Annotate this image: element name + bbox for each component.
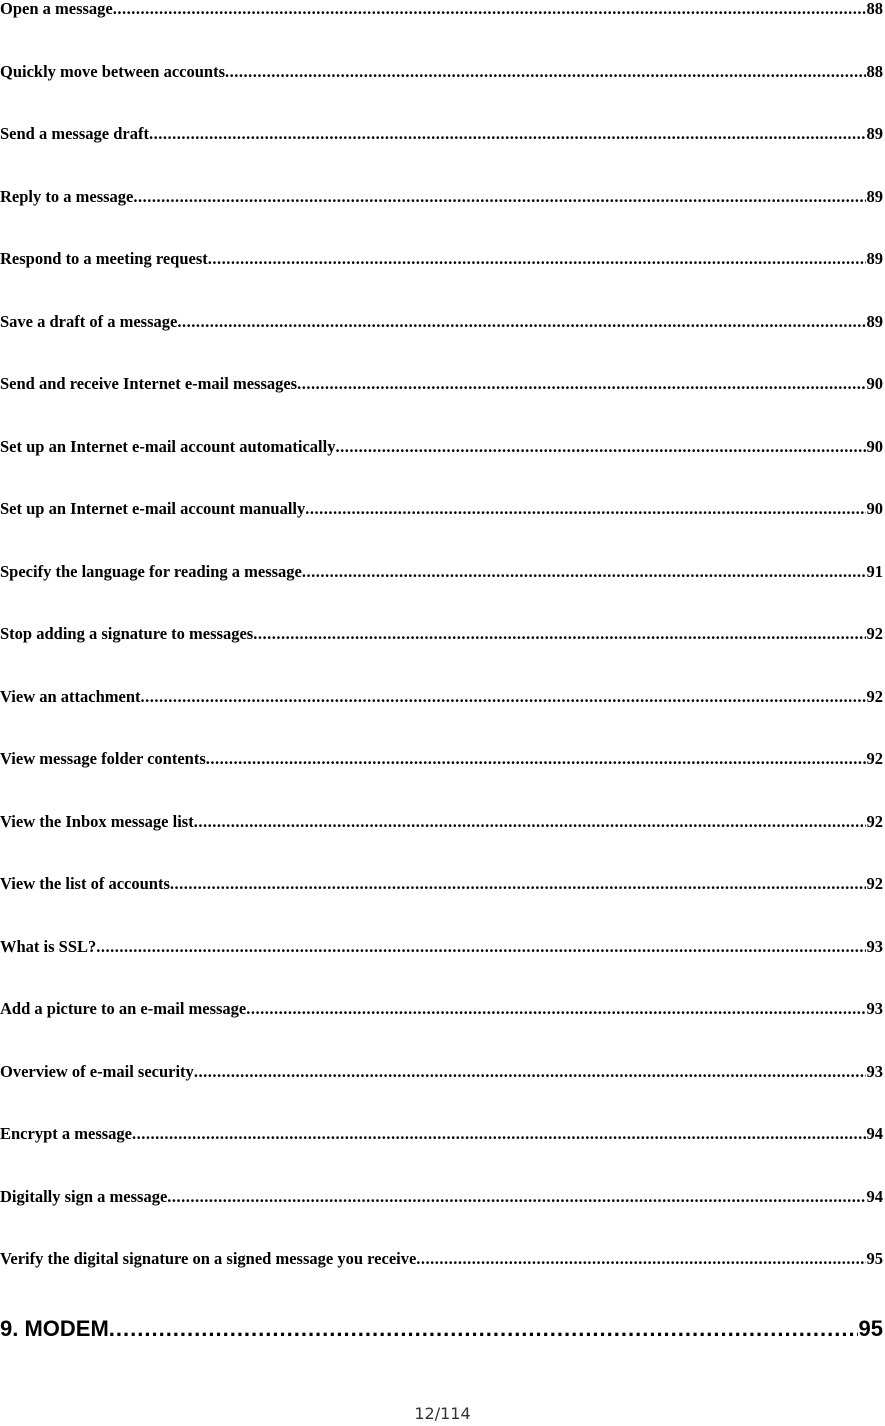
toc-entry[interactable] xyxy=(0,625,883,688)
toc-entry-title: View the list of accounts xyxy=(0,874,170,893)
toc-entry-title: Verify the digital signature on a signed message you receive xyxy=(0,1249,417,1268)
toc-dot-leader xyxy=(109,1316,858,1342)
toc-entry-title: Set up an Internet e-mail account automatically xyxy=(0,436,336,456)
toc-dot-leader xyxy=(167,1188,865,1206)
toc-entry-page: 89 xyxy=(866,124,883,143)
toc-dot-leader xyxy=(305,500,865,518)
toc-entry-title: Respond to a meeting request xyxy=(0,249,208,268)
toc-dot-leader xyxy=(335,438,865,456)
toc-dot-leader xyxy=(302,563,866,581)
toc-entry-page: 90 xyxy=(866,436,883,456)
toc-entry[interactable] xyxy=(0,313,883,376)
toc-entry-page: 93 xyxy=(866,936,883,956)
toc-entry-title: Set up an Internet e-mail account manually xyxy=(0,499,306,518)
toc-entry[interactable] xyxy=(0,375,883,438)
toc-entry-title: Specify the language for reading a message xyxy=(0,561,302,581)
toc-entry-title: What is SSL? xyxy=(0,936,97,956)
toc-entry-page: 92 xyxy=(866,874,883,893)
toc-entry[interactable] xyxy=(0,188,883,251)
toc-dot-leader xyxy=(96,938,865,956)
toc-entry-title: View message folder contents xyxy=(0,749,206,768)
toc-entry[interactable] xyxy=(0,250,883,313)
toc-chapter-entry[interactable] xyxy=(0,1316,883,1342)
toc-dot-leader xyxy=(170,875,866,893)
toc-entry-page: 92 xyxy=(866,811,883,831)
toc-entry[interactable] xyxy=(0,1063,883,1126)
toc-entry-title: Stop adding a signature to messages xyxy=(0,624,254,643)
toc-entry[interactable] xyxy=(0,688,883,751)
toc-entry-title: Overview of e-mail security xyxy=(0,1061,194,1081)
toc-entry[interactable] xyxy=(0,813,883,876)
toc-entry-page: 89 xyxy=(866,186,883,206)
toc-entry-title: Add a picture to an e-mail message xyxy=(0,999,247,1018)
toc-entry[interactable] xyxy=(0,875,883,938)
toc-entry-title: View the Inbox message list xyxy=(0,811,194,831)
toc-entry-page: 92 xyxy=(866,749,883,768)
toc-entry-title: Quickly move between accounts xyxy=(0,61,226,81)
toc-entry[interactable] xyxy=(0,0,883,63)
toc-entry-page: 93 xyxy=(866,1061,883,1081)
toc-dot-leader xyxy=(225,63,865,81)
toc-dot-leader xyxy=(177,313,865,331)
toc-entry-page: 92 xyxy=(866,686,883,706)
toc-entry[interactable] xyxy=(0,1250,883,1313)
toc-entry-page: 94 xyxy=(866,1124,883,1143)
toc-dot-leader xyxy=(194,813,866,831)
toc-entry[interactable] xyxy=(0,1000,883,1063)
toc-entry-title: Save a draft of a message xyxy=(0,311,178,331)
toc-entry[interactable] xyxy=(0,500,883,563)
toc-dot-leader xyxy=(416,1250,865,1268)
toc-entry[interactable] xyxy=(0,1125,883,1188)
toc-entry-page: 92 xyxy=(866,624,883,643)
toc-dot-leader xyxy=(194,1063,866,1081)
toc-entry-title: Send and receive Internet e-mail messages xyxy=(0,374,298,393)
toc-entry-page: 91 xyxy=(866,561,883,581)
toc-chapter-page: 95 xyxy=(858,1316,883,1341)
toc-entry[interactable] xyxy=(0,1188,883,1251)
toc-entry-title: Open a message xyxy=(0,0,113,18)
toc-entry-title: View an attachment xyxy=(0,686,141,706)
toc-dot-leader xyxy=(113,0,866,18)
toc-chapter-title: 9. MODEM xyxy=(0,1316,109,1341)
toc-entry-title: Send a message draft xyxy=(0,124,149,143)
toc-entry[interactable] xyxy=(0,750,883,813)
toc-entry-page: 95 xyxy=(866,1249,883,1268)
toc-entry-page: 88 xyxy=(866,61,883,81)
toc-dot-leader xyxy=(149,125,866,143)
toc-entry-title: Encrypt a message xyxy=(0,1124,132,1143)
toc-entry-title: Digitally sign a message xyxy=(0,1186,168,1206)
toc-dot-leader xyxy=(208,250,866,268)
toc-entry[interactable] xyxy=(0,938,883,1001)
toc-entry-title: Reply to a message xyxy=(0,186,134,206)
toc-entry[interactable] xyxy=(0,438,883,501)
toc-entry[interactable] xyxy=(0,125,883,188)
toc-entry-page: 89 xyxy=(866,311,883,331)
toc-dot-leader xyxy=(253,625,865,643)
toc-entry-page: 90 xyxy=(866,499,883,518)
toc-entry-page: 90 xyxy=(866,374,883,393)
toc-dot-leader xyxy=(133,188,865,206)
toc-dot-leader xyxy=(297,375,865,393)
toc-dot-leader xyxy=(246,1000,865,1018)
toc-entry-page: 88 xyxy=(866,0,883,18)
toc-entry-page: 94 xyxy=(866,1186,883,1206)
page-number: 12/114 xyxy=(414,1404,471,1423)
toc-dot-leader xyxy=(206,750,866,768)
toc-dot-leader xyxy=(141,688,866,706)
toc-entry-page: 93 xyxy=(866,999,883,1018)
toc-dot-leader xyxy=(132,1125,866,1143)
toc-entry-page: 89 xyxy=(866,249,883,268)
toc-entry[interactable] xyxy=(0,563,883,626)
toc-entry[interactable] xyxy=(0,63,883,126)
